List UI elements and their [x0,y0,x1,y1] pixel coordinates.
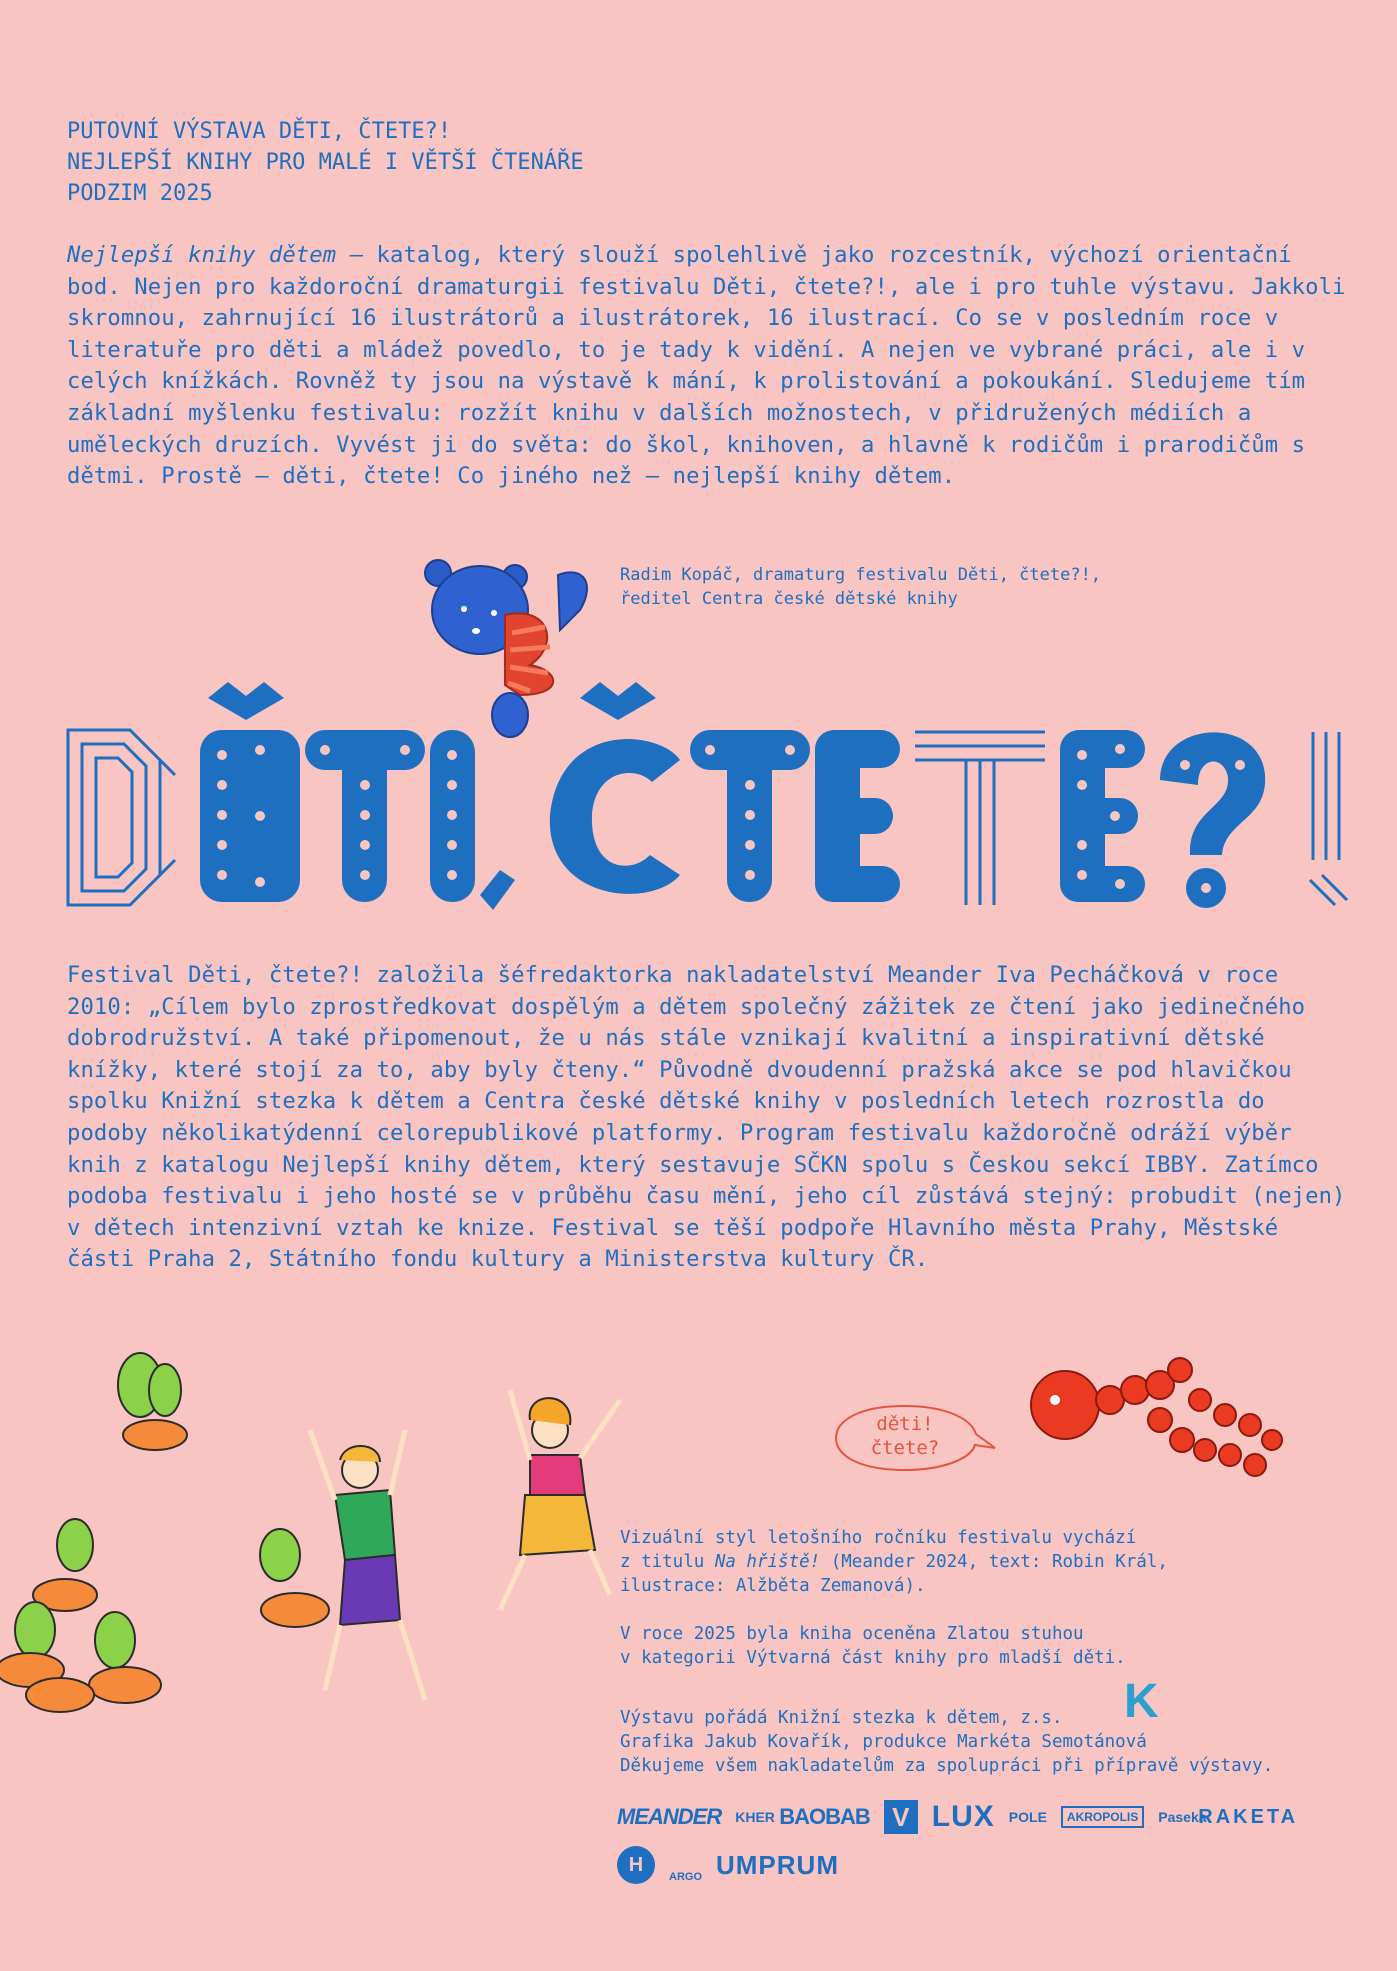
quote-credit [620,563,1180,611]
akropolis-logo: AKROPOLIS [1061,1806,1144,1828]
exhibition-header [67,116,584,209]
style-note-line-2-pre: z titulu [620,1552,715,1572]
style-note-line-3: ilustrace: Alžběta Zemanová). [620,1576,926,1596]
credit-line-1: Radim Kopáč, dramaturg festivalu Děti, čtete?!, [620,565,1102,585]
festival-logotype [60,670,1350,930]
children-illustration [240,1370,640,1750]
bubble-line-2: čtete? [870,1437,940,1459]
title-letter-d [68,730,175,905]
labyrint-logo: V [884,1800,918,1834]
visual-style-note [620,1526,1380,1598]
intro-paragraph [67,240,1357,493]
festival-paragraph: Festival Děti, čtete?! založila šéfredaktorka nakladatelství Meander Iva Pecháčková v roce 2010: „Cílem bylo zprostředkovat dospělým a dětem společný zážitek ze čtení jako jedinečného dobrodružství. A také připomenout, že u nás stále vznikají kvalitní a inspirativní dětské knížky, které stojí za to, aby byly čteny.“ Původně dvoudenní pražská akce se pod hlavičkou spolku Knižní stezka k dětem a Centra české dětské knihy v posledních letech rozrostla do podoby několikatýdenní celorepublikové platformy. Program festivalu každoročně odráží výběr knih z katalogu Nejlepší knihy dětem, který sestavuje SČKN spolu s Českou sekcí IBBY. Zatímco podoba festivalu i jeho hosté se v průběhu času mění, jeho cíl zůstává stejný: probudit (nejen) v dětech intenzivní vztah ke knize. Festival se těší podpoře Hlavního města Prahy, Městské části Praha 2, Státního fondu kultury a Ministerstva kultury ČR. [67,962,1346,1273]
credit-line-2: ředitel Centra české dětské knihy [620,589,958,609]
partner-logos-row-1 [617,1800,1298,1834]
pole-logo: POLE [1008,1809,1047,1825]
header-line-2: NEJLEPŠÍ KNIHY PRO MALÉ I VĚTŠÍ ČTENÁŘE [67,150,584,175]
ant-illustration [1010,1345,1310,1485]
knizni-stezka-logo: K [1124,1675,1159,1728]
organizer-note [620,1706,1380,1778]
umprum-logo: UMPRUM [716,1849,839,1880]
meander-logo: MEANDER [617,1804,722,1829]
carrot-bees-illustration [0,1350,230,1750]
partner-logos-row-2 [617,1846,839,1884]
header-line-3: PODZIM 2025 [67,181,213,206]
raketa-logo: RAKETA [1198,1805,1299,1828]
bubble-line-1: děti! [876,1413,934,1435]
intro-lead-title: Nejlepší knihy dětem [67,242,337,268]
intro-text: – katalog, který slouží spolehlivě jako rozcestník, výchozí orientační bod. Nejen pro každoroční dramaturgii festivalu Děti, čtete?!, ale i pro tuhle výstavu. Jakkoli skromnou, zahrnující 16 ilustrátorů a ilustrátorek, 16 ilustrací. Co se v posledním roce v literatuře pro děti a mládež povedlo, to je tady k vidění. A nejen ve vybrané práci, ale i v celých knížkách. Rovněž ty jsou na výstavě k mání, k prolistování a pokoukání. Sledujeme tím základní myšlenku festivalu: rozžít knihu v dalších možnostech, v přidružených médiích a uměleckých druzích. Vyvést ji do světa: do škol, knihoven, a hlavně k rodičům i prarodičům s dětmi. Prostě – děti, čtete! Co jiného než – nejlepší knihy dětem. [67,242,1346,490]
style-note-line-2-post: (Meander 2024, text: Robin Král, [820,1552,1168,1572]
title-letters-dotted [200,682,1265,910]
award-note-line-1: V roce 2025 byla kniha oceněna Zlatou stuhou [620,1624,1084,1644]
style-note-line-2 [620,1550,1380,1574]
award-note-line-2: v kategorii Výtvarná část knihy pro mladší děti. [620,1648,1126,1668]
style-note-line-1: Vizuální styl letošního ročníku festivalu vychází [620,1528,1137,1548]
speech-bubble-text [840,1412,970,1460]
lux-logo: LUX [931,1800,995,1833]
baobab-logo: BAOBAB [779,1804,870,1829]
org-note-line-2: Grafika Jakub Kovařík, produkce Markéta Semotánová [620,1732,1147,1752]
argo-logo: ARGO [669,1871,702,1883]
header-line-1: PUTOVNÍ VÝSTAVA DĚTI, ČTETE?! [67,119,452,144]
paseka-logo: Paseka [1158,1809,1207,1825]
org-note-line-1: Výstavu pořádá Knižní stezka k dětem, z.s. [620,1708,1063,1728]
kher-logo: KHER [735,1809,775,1825]
host-logo: H [617,1846,655,1884]
award-note [620,1622,1380,1670]
org-note-line-3: Děkujeme všem nakladatelům za spolupráci při přípravě výstavy. [620,1756,1274,1776]
book-title: Na hřiště! [714,1552,821,1572]
